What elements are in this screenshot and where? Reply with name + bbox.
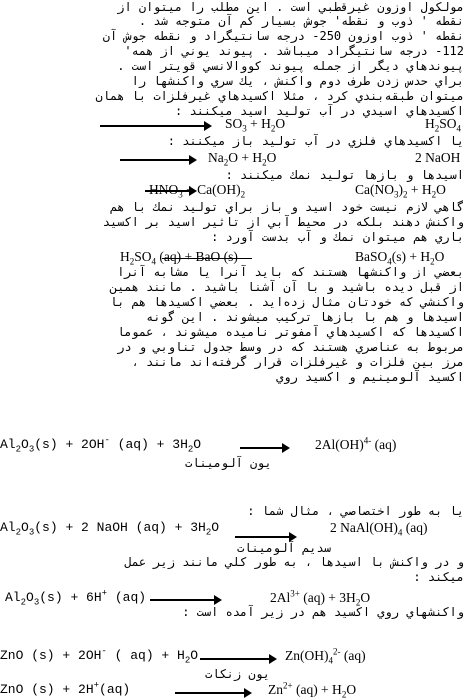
reaction-arrow — [100, 125, 210, 127]
reaction-arrow — [240, 447, 288, 449]
text-line: اكسيدهاي اسيدي در آب توليد اسيد ميكنند : — [175, 104, 464, 118]
text-line: از قبل ديده باشيد و با آن آشنا باشيد . مانند همين — [109, 280, 464, 294]
text-line: اسيدها و بازها توليد نمك ميكنند : — [225, 168, 464, 182]
text-line: واكنشي كه خودتان مثال زده‌ايد . بعضي اكسيدها هم با — [109, 295, 464, 309]
equation-product: BaSO$_4$(s) + $H_2O$ — [355, 249, 445, 267]
equation-reactants: $H_2SO_4$ (aq) + BaO (s) — [120, 249, 238, 267]
equation-product: 2 $NaAl(OH)_4$ (aq) — [330, 520, 428, 538]
text-line: ميتوان طبقه‌بندي كرد ، مثلا اكسيدهاي غيرفلزات با همان — [95, 89, 464, 103]
equation-product: $2Al^{3+}$ $(aq) + 3H_2O$ — [270, 588, 371, 608]
equation-reactants: $Al_2O_3(s) + 6H^+$ (aq) — [5, 588, 147, 608]
text-line: مولكول اوزون غيرقطبي است . اين مطلب را ميتوان از — [117, 0, 464, 14]
text-line: نقطه ' ذوب اوزون 250- درجه سانتيگراد و نقطه جوش آن — [102, 29, 464, 43]
equation-product: $Zn(OH)_4^{2-}$ (aq) — [285, 646, 366, 666]
text-line: يا به طور اختصاصي ، مثال شما : — [247, 504, 464, 518]
reaction-arrow — [120, 159, 195, 161]
text-line: گاهي لازم نيست خود اسيد و باز براي توليد نمك با هم — [109, 200, 464, 214]
equation-reactants: ZnO (s) + 2H+(aq) — [0, 680, 131, 697]
text-line: اكسيد آلومينيم و اكسيد روي — [276, 370, 464, 384]
text-line: براي حدس زدن طرف دوم واكنش ، يك سري واكنشها را — [131, 74, 464, 88]
text-line: يا اكسيدهاي فلزي در آب توليد باز ميكنند : — [167, 134, 464, 148]
text-line: پيوندهاي ديگر از جمله پيوند كووالانسي قويتر است . — [117, 59, 464, 73]
reaction-arrow — [150, 599, 220, 601]
equation-product: $Zn^{2+}$ $(aq) + H_2O$ — [268, 680, 357, 700]
equation-product: $Ca(NO_3)_2 + H_2O$ — [355, 182, 446, 200]
reaction-arrow — [235, 536, 295, 538]
text-line: اسيدها و هم با بازها تركيب ميشوند . اين گونه — [146, 310, 464, 324]
text-line: 112- درجه سانتيگراد ميباشد . پيوند يوني از همه' — [124, 44, 464, 58]
equation-product: 2 NaOH — [415, 150, 461, 165]
text-line: نقطه ' ذوب و نقطه' جوش بسيار كم آن متوجه شد . — [138, 14, 464, 28]
text-line: واكنش دهند بلكه در محيط آبي از تاثير اسيد بر اكسيد — [102, 215, 464, 229]
equation-reactants: ZnO (s) + 2OH- ( $aq) + H_2O$ — [0, 646, 199, 666]
reaction-arrow — [200, 658, 275, 660]
equation-reactants: $Al_2O_3(s) + 2OH^-$ $(aq) + 3H_2O$ — [0, 435, 202, 455]
equation-reactants: $Al_2O_3(s) + 2$ NaOH $(aq) + 3H_2O$ — [0, 520, 220, 538]
equation-reactants: $HNO_3 + Ca(OH)_2$ — [149, 182, 246, 200]
sodium-aluminate-label: سديم آلومينات — [237, 541, 331, 555]
text-line: مربوط به عناصري هستند كه در وسط جدول تناوبي و در — [117, 340, 464, 354]
text-line: و در واكنش با اسيدها ، به طور كلي مانند زير عمل — [124, 555, 464, 569]
text-line: ميكند : — [413, 570, 464, 584]
text-line: بعضي از واكنشها هستند كه بايد آنرا يا مشابه آنرا — [117, 265, 464, 279]
text-line: واكنشهاي روي اكسيد هم در زير آمده است : — [182, 605, 464, 619]
equation-product: $H_2SO_4$ — [425, 116, 462, 134]
text-line: مرز بين فلزات و غيرفلزات قرار گرفته‌اند مانند ، — [131, 355, 464, 369]
text-line: اكسيدها كه اكسيدهاي آمفوتر ناميده ميشوند ، عموما — [117, 325, 464, 339]
equation-reactants: $Na_2O + H_2O$ — [208, 150, 277, 168]
text-line: باري هم ميتوان نمك و آب بدست آورد : — [211, 230, 464, 244]
zincate-ion-label: يون زنكات — [205, 667, 271, 681]
reaction-arrow — [175, 692, 250, 694]
aluminate-ion-label: يون آلومينات — [185, 456, 272, 470]
equation-product: 2Al(OH)$^{4-}$ (aq) — [315, 435, 397, 452]
equation-reactants: $SO_3 + H_2O$ — [225, 116, 286, 134]
